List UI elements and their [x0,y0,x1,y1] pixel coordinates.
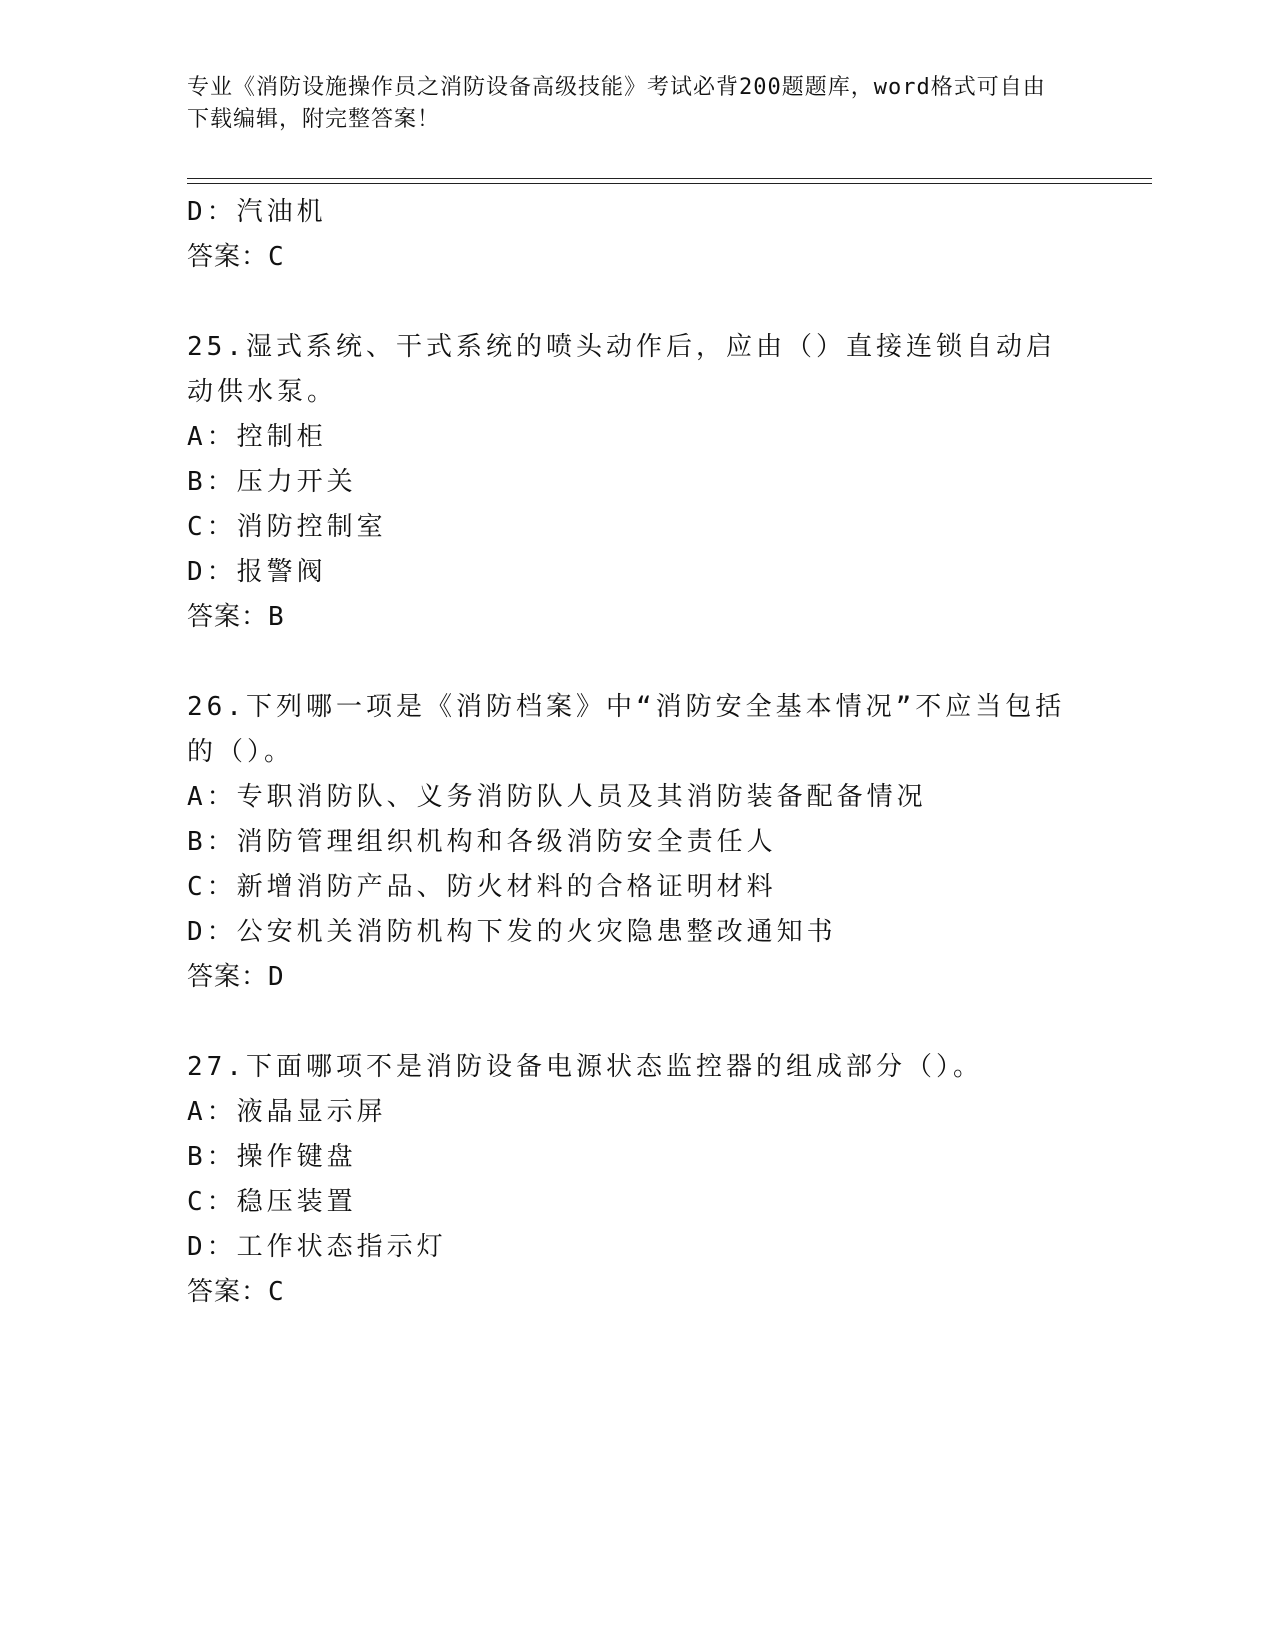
question-stem: 26.下列哪一项是《消防档案》中“消防安全基本情况”不应当包括的（）。 [187,692,1066,767]
answer-label: 答案： [187,1277,269,1307]
carry-answer [187,235,1087,280]
answer-label: 答案： [187,962,269,992]
question-answer [187,955,1087,1000]
question-stem: 25.湿式系统、干式系统的喷头动作后，应由（）直接连锁自动启动供水泵。 [187,332,1056,407]
option-a: A：控制柜 [187,422,327,452]
option-b: B：压力开关 [187,467,357,497]
answer-label: 答案： [187,242,269,272]
header-rule-top [187,178,1152,179]
question-answer [187,1270,1087,1315]
option-c: C：稳压装置 [187,1187,357,1217]
option-a: A：液晶显示屏 [187,1097,387,1127]
option-d: D：公安机关消防机构下发的火灾隐患整改通知书 [187,917,837,947]
option-a: A：专职消防队、义务消防队人员及其消防装备配备情况 [187,782,927,812]
option-b: B：操作键盘 [187,1142,357,1172]
question-25 [187,325,1087,640]
question-27 [187,1045,1087,1315]
answer-value: B [268,602,285,632]
answer-value: C [268,1277,285,1307]
question-answer [187,595,1087,640]
document-header: 专业《消防设施操作员之消防设备高级技能》考试必背200题题库，word格式可自由下载编辑，附完整答案！ [187,75,1046,132]
header-rule-bottom [187,183,1152,184]
carry-option-d: D：汽油机 [187,197,327,227]
answer-value: D [268,962,285,992]
option-d: D：工作状态指示灯 [187,1232,447,1262]
option-c: C：消防控制室 [187,512,387,542]
option-d: D：报警阀 [187,557,327,587]
answer-value: C [268,242,285,272]
option-c: C：新增消防产品、防火材料的合格证明材料 [187,872,777,902]
option-b: B：消防管理组织机构和各级消防安全责任人 [187,827,777,857]
question-26 [187,685,1087,1000]
answer-label: 答案： [187,602,269,632]
question-stem: 27.下面哪项不是消防设备电源状态监控器的组成部分（）。 [187,1052,983,1082]
question-content [187,190,1087,1315]
